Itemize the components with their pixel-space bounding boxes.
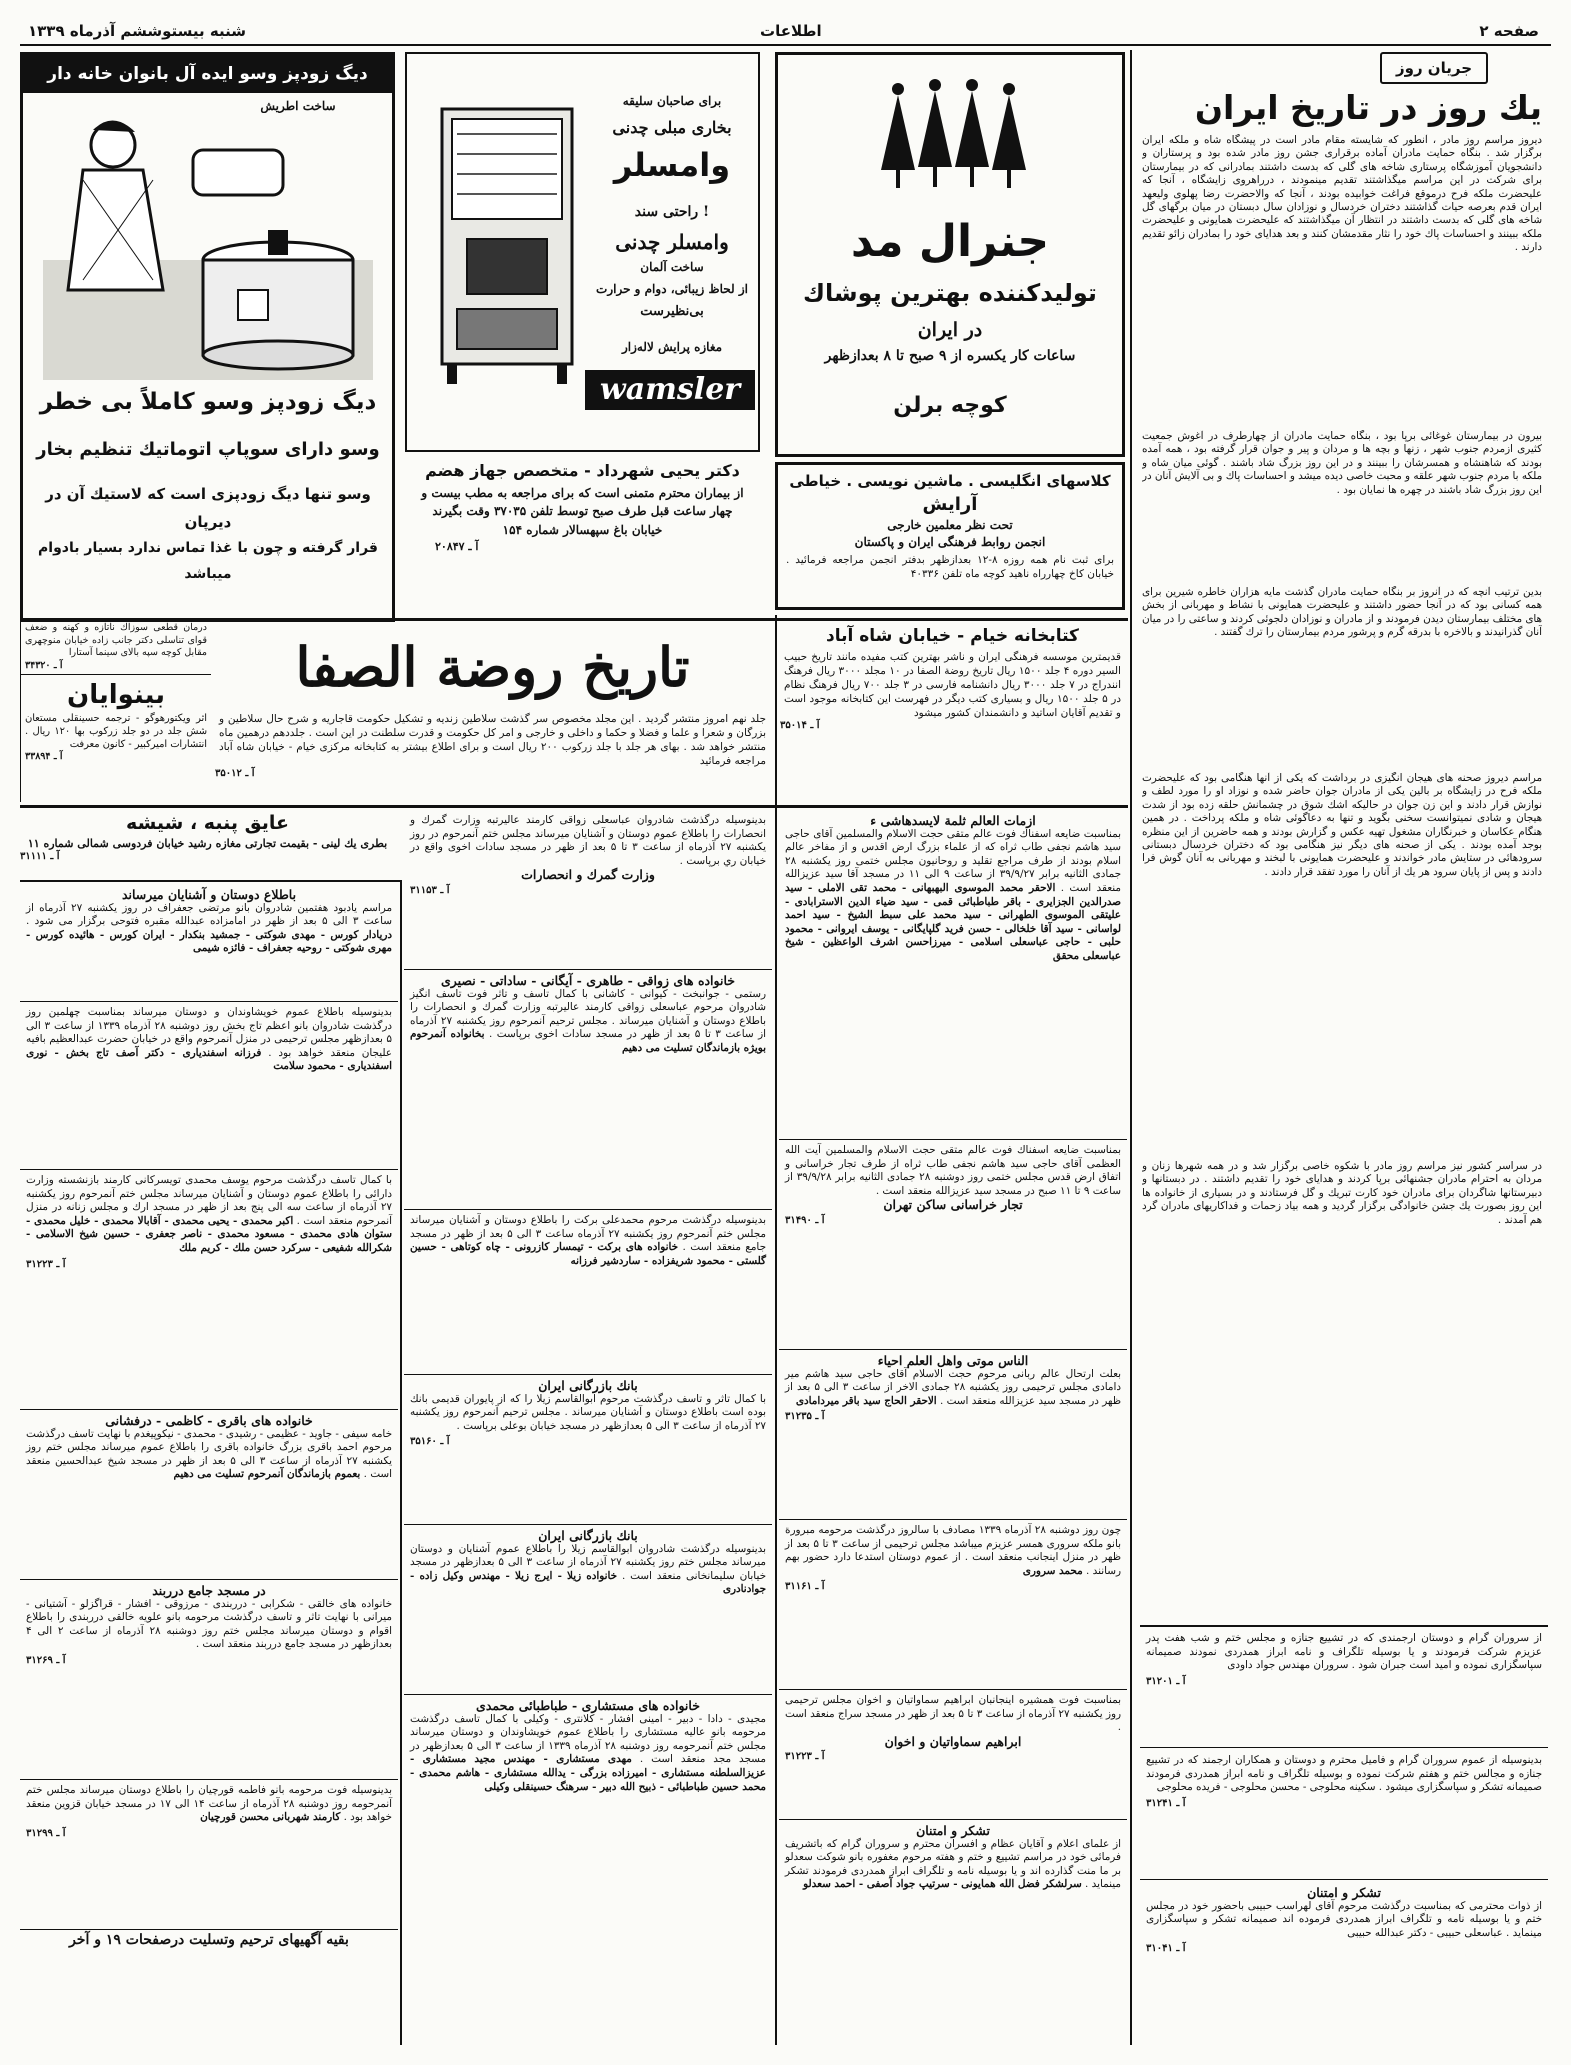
notice-names: خانواده هاى بركت - تيمسار كازرونى - چاه كوتاهى - حسين گلستى - محمود شريفزاده - ساردشير فرزانه	[410, 1241, 766, 1267]
notice-names: الاحقر محمد الموسوى البهبهانى - محمد تقى الاملى - سيد صدرالدين الجزايرى - باقر طباطبائى قمى - سيد ضياء الدين الاسترابادى - عليتقى الموسوى الطهرانى - سيد محمد على سبط الشيخ - سيد احمد لواسانى - سيد آقا خلخالى - حسن فريد گلپايگانى - يوسف ايروانى - محمود حلبى - حاجى عباسعلى اسلامى - ميرزاحسن اشرف الواعظين - شيخ عباسعلى محقق	[785, 881, 1121, 962]
notice-body: از سروران گرام و دوستان ارجمندى كه در تشييع جنازه و مجلس ختم و شب هفت پدر عزيزم شركت فرمودند و يا بوسيله تلگراف و نامه ابراز همدردى نمودند صميمانه سپاسگزارى نموده و اميد است جبران شود . سروران مهندس جواد داودى	[1146, 1632, 1542, 1672]
notice-names: سرلشكر فضل الله همايونى - سرتيپ جواد آصفى - احمد سعدلو	[803, 1878, 1082, 1891]
heater-stove-icon	[427, 99, 587, 399]
notice-body: بدينوسيله درگذشت شادروان ابوالقاسم زيلا را باطلاع عموم آشنايان و دوستان ميرساند مجلس ختم روز يكشنبه ۲۷ آذرماه از ساعت ۳ الى ۵ بعدازظهر در مسجد خيابان سليمانخانى منعقد است .	[410, 1542, 767, 1582]
notice-body: بدينوسيله درگذشت شادروان عباسعلى زواقى كارمند عاليرتبه وزارت گمرك و انحصارات را باطلاع عموم دوستان و آشنايان ميرساند مجلس ختم آنمرحوم در روز يكشنبه ۲۷ آذرماه از ساعت ۳ تا ۵ بعد از ظهر در مسجد سادات اخوى واقع در خيابان ري برپاست .	[410, 814, 767, 867]
notice-code: آ ـ ۳۱۴۹۰	[785, 1214, 825, 1226]
ad-line: در ايران	[917, 319, 983, 341]
notice-code: آ ـ ۳۱۲۴۱	[1146, 1797, 1186, 1809]
thanks-notice	[779, 1820, 1127, 2030]
notice-body: بدينوسيله فوت مرحومه بانو فاطمه قورچيان را باطلاع دوستان ميرساند مجلس ختم آنمرحومه روز دوشنبه ۲۸ آذرماه از ساعت ۱۴ الى ۱۷ در مسجد خيابان قزوين منعقد خواهد بود .	[26, 1784, 392, 1824]
ad-body: قديمترين موسسه فرهنگى ايران و ناشر بهترين كتب مفيده مانند تاريخ حبيب السير دوره ۴ جلد ۱۵۰۰ ريال تاريخ روضة الصفا در ۱۰ مجلد ۳۰۰۰ ريال فرهنگ انندراج در ۷ جلد ۳۰۰۰ ريال دانشنامه فارسى در ۳ جلد ۷۰۰ ريال فرهنگ نظام در ۵ جلد ۱۵۰۰ ريال و بسيارى كتب ديگر در فهرست اين كتابخانه موجود است و تقديم آقايان اساتيد و دانشمندان كشور ميشود	[784, 651, 1121, 719]
ad-body: بطرى يك لينى - بقيمت تجارتى مغازه رشيد خيابان فردوسى شمالى شماره ۱۱	[27, 837, 388, 850]
notice-body: بدينوسيله درگذشت مرحوم محمدعلى بركت را باطلاع دوستان و آشنايان ميرساند مجلس ختم آنمرحوم روز يكشنبه ۲۷ آذرماه ساعت ۳ الى ۵ بعد از ظهر در مسجد جامع منعقد است .	[410, 1214, 766, 1254]
notice-body: چون روز دوشنبه ۲۸ آذرماه ۱۳۳۹ مصادف با سالروز درگذشت مرحومه مبرورة بانو ملكه سرورى همسر عزيزم ميباشد مجلس ترحيمى از ساعت ۳ تا ۵ بعد از ظهر در منزل اينجانب منعقد است . از عموم دوستان استدعا دارد حضور بهم رسانند .	[785, 1524, 1122, 1577]
obituary-notice	[404, 1695, 772, 2035]
notice-code: آ ـ ۳۱۲۰۱	[1146, 1675, 1186, 1687]
ad-doctor	[405, 458, 760, 608]
ad-line: ساخت آلمان	[640, 260, 704, 274]
notice-names: كارمند شهربانى محسن قورچيان	[200, 1811, 341, 1824]
obituary-notice	[779, 1690, 1127, 1820]
notice-names: الاحقر الحاج سيد باقر ميردامادى	[795, 1394, 937, 1407]
ad-wamsler	[405, 52, 760, 452]
ad-line: تحت نظر معلمين خارجى	[887, 518, 1013, 532]
ad-code: آ ـ ۳۱۱۱۱	[20, 851, 60, 862]
ad-title: كتابخانه خيام - خيابان شاه آباد	[826, 626, 1079, 646]
obituary-notice	[20, 1580, 398, 1780]
ad-les-miserables	[20, 622, 211, 802]
notice-names: دريادار كورس - مهدى شوكتى - جمشيد بنكدار - ايران كورس - هائيده كورس - مهرى شوكتى - روحيه جعفراف - فائزه شيمى	[26, 928, 392, 955]
notice-code: آ ـ ۳۱۰۴۱	[1146, 1943, 1186, 1955]
notice-code: آ ـ ۳۱۲۹۹	[26, 1827, 66, 1839]
ad-line: بى‌نظيرست	[640, 304, 704, 319]
notice-title: خانواده هاى مستشارى - طباطبائى محمدى	[476, 1698, 700, 1713]
ad-line: ديگ زودپز وسو كاملاً بى خطر	[39, 389, 377, 415]
obituary-column-center	[779, 810, 1127, 2044]
notice-title: خانواده هاى زواقى - طاهرى - آيگانى - ساداتى - نصيرى	[440, 973, 736, 988]
notice-names: بخانواده آنمرحوم بويژه بازماندگان تسليت مى دهيم	[410, 1028, 766, 1054]
notice-code: آ ـ ۳۱۲۶۹	[26, 1654, 66, 1666]
article-paragraph: بيرون در بيمارستان غوغائى برپا بود ، بنگاه حمايت مادران از چهارطرف در آغوش جمعيت كثيرى ازمردم جنوب شهر ، زنها و بچه ها و مردان و پير و جوان قرار گرفته بود ، همه آمده بودند كه شاهنشاه و همسرشان را ببينند و در اين روز بزرگ شاد باشند . گوئى ميان شاه و ملكه با مردم جنوب شهر علقه و محبت خاصى ديده ميشد و احساسات پاك و بى آلايش آنان در اين روز بزرگ شاد باشند در چهره ها نمايان بود .	[1142, 430, 1542, 496]
ad-subtitle: توليدكننده بهترين پوشاك	[803, 279, 1097, 307]
ad-title: عايق پنبه ، شيشه	[126, 812, 289, 834]
ad-address: خيابان باغ سپهسالار شماره ۱۵۴	[502, 523, 663, 537]
masthead-newspaper-name: اطلاعات	[760, 22, 822, 40]
rubric-box	[1380, 52, 1488, 84]
wamsler-logo: wamsler	[585, 370, 755, 410]
ad-line: وامسلر چدنى	[615, 230, 729, 254]
ad-top-banner: ديگ زودپز وسو ايده آل بانوان خانه دار	[47, 64, 368, 84]
ad-side-text: درمان قطعى سوزاك ناتازه و كهنه و ضعف قواى تناسلى دكتر جانب زاده خيابان منوچهرى مقابل كوچه سپه بالاى سينما آستارا	[25, 622, 207, 658]
ad-body: براى ثبت نام همه روزه ۸-۱۲ بعدازظهر بدفتر انجمن مراجعه فرمائيد . خيابان كاخ چهارراه ناهيد كوچه ماه تلفن ۴۰۳۳۶	[786, 554, 1115, 580]
mannequins-icon	[873, 75, 1033, 195]
notice-body: با كمال تاثر و تاسف درگذشت مرحوم ابوالقاسم زيلا را كه از پايوران قديمى بانك بوده است باطلاع دوستان و آشنايان ميرساند . مجلس ترحيم آنمرحوم روز يكشنبه ۲۷ آذرماه از ساعت ۳ الى ۵ بعدازظهر در مسجد خيابان بوعلى برپاست .	[410, 1392, 766, 1432]
masthead	[20, 18, 1551, 46]
article-paragraph: بدين ترتيب آنچه كه در آنروز بر بنگاه حمايت مادران گذشت مايه هزاران خاطره شيرين براى همه كسانى بود كه در آنجا حضور داشتند و عليحضرت همايونى با نشاط و مهربانى از بخش هاى مختلف بيمارستان ديدن فرمودند و از مادران و نوزادان دلجوئى كردند و ساعتى را در ميان آنان گذرانيدند و بالاخره با بدرقه گرم و پرشور مردم بيمارستان را ترك گفتند .	[1142, 586, 1542, 639]
ad-body: اثر ويكتورهوگو - ترجمه حسينقلى مستعان شش جلد در دو جلد زركوب بها ۱۲۰ ريال . انتشارات اميركبير - كانون معرفت	[25, 713, 207, 750]
ad-general-mode	[775, 52, 1125, 457]
ad-khayyam-bookstore	[780, 622, 1125, 802]
ad-code: آ ـ ۳۵۰۱۴	[780, 720, 820, 731]
ad-brand: وامسلر	[613, 146, 731, 184]
thanks-notice	[1140, 1750, 1548, 1880]
notice-body: با كمال تاسف درگذشت مرحوم يوسف محمدى تويسركانى كارمند بازنشسته وزارت دارائى را باطلاع عموم دوستان و آشنايان ميرساند مجلس ختم آنمرحوم روز يكشنبه ۲۷ آذرماه از ساعت سه الى پنج بعد از ظهر در مسجد ارك و مجلس زنانه در منزل آنمرحوم منعقد است .	[26, 1174, 392, 1227]
ad-line: از لحاظ زيبائى، دوام و حرارت	[596, 282, 748, 296]
obituary-notice	[779, 1140, 1127, 1350]
ad-code: آ ـ ۲۰۸۴۷	[435, 540, 479, 553]
ad-address: كوچه برلن	[893, 393, 1007, 418]
column-divider	[1130, 50, 1132, 2045]
notice-body: مراسم يادبود هفتمين شادروان بانو مرتضى جعفراف در روز يكشنبه ۲۷ آذرماه از ساعت ۳ الى ۵ بعد از ظهر در امامزاده عبدالله مقبره فتوحى برگزار مى شود .	[26, 901, 393, 928]
notice-body: بمناسبت ضايعه اسفناك فوت عالم متقى حجت الاسلام والمسلمين آيت الله العظمى آقاى حاجى سيد هاشم نجفى طاب ثراه از طرف تجار خراسانى و اتفاق ارض قدس مجلس ختمى روز دوشنبه ۲۸ جمادى الثانيه برابر ۳۹/۹/۲۸ از ساعت ۹ تا ۱۱ صبح در مسجد سيد عزيزالله منعقد است .	[785, 1144, 1121, 1197]
obituary-notice	[20, 1170, 398, 1410]
notice-title: بانك بازرگانى ايران	[538, 1528, 638, 1543]
obituary-notice	[779, 810, 1127, 1140]
obituary-notice	[779, 1350, 1127, 1520]
ad-line: راحتى سند !	[634, 204, 710, 220]
obituary-notice	[404, 810, 772, 970]
notice-names: محمد سرورى	[1022, 1564, 1083, 1577]
notice-code: آ ـ ۳۱۲۲۳	[785, 1751, 825, 1763]
obituary-notice	[20, 1780, 398, 1930]
notice-title: ازمات العالم ثلمة لايسدهاشى ء	[870, 813, 1036, 828]
obituary-notice	[404, 1210, 772, 1375]
obituary-notice	[404, 1525, 772, 1695]
notice-names: بعموم بازماندگان آنمرحوم تسليت مى دهيم	[173, 1468, 361, 1481]
notice-names: ابراهيم سماواتيان و اخوان	[884, 1733, 1022, 1749]
obituary-notice	[20, 1002, 398, 1170]
ad-code: آ ـ ۳۴۳۲۰	[25, 659, 63, 671]
notice-body: از ذوات محترمى كه بمناسبت درگذشت مرحوم آقاى لهراسب حبيبى باحضور خود در مجلس ختم و يا بوسيله نامه و تلگراف ابراز همدردى فرموده اند صميمانه تشكر و سپاسگزارى مينمايد . عباسعلى حبيبى - دكتر عبدالله حبيبى	[1146, 1899, 1542, 1939]
notice-body: خانواده هاى خالقى - شكرابى - درربندى - مرزوقى - افشار - قراگزلو - آشتيانى - ميرانى با نهايت تاثر و تاسف درگذشت مرحومه بانو علويه خالقى درربندى را باطلاع اقوام و دوستان ميرساند مجلس ختم روز دوشنبه ۲۸ آذرماه از ساعت ۲ الى ۴ بعدازظهر در مسجد جامع درربند منعقد است .	[26, 1597, 392, 1651]
notice-title: خانواده هاى باقرى - كاظمى - درفشانى	[105, 1413, 313, 1428]
ad-line: انجمن روابط فرهنگى ايران و پاكستان	[854, 535, 1046, 549]
ad-title: بينوايان	[67, 680, 165, 710]
obituary-notice	[20, 1410, 398, 1580]
notice-names: خانواده زيلا - ايرج زيلا - مهندس وكيل زاده - جوادنادرى	[410, 1569, 766, 1596]
ad-title: كلاسهاى انگليسى . ماشين نويسى . خياطى	[789, 472, 1111, 490]
notice-names: وزارت گمرك و انحصارات	[521, 867, 655, 883]
ad-pressure-cooker	[20, 52, 395, 622]
notice-body: مجيدى - دادا - دبير - امينى افشار - كلانترى - وكيلى با كمال تاسف درگذشت مرحومه بانو عاليه مستشارى را باطلاع عموم خويشاوندان و دوستان ميرساند مجلس ختم آنمرحومه روز دوشنبه ۲۸ آذرماه ۱۳۳۹ از ساعت ۳ الى ۵ بعدازظهر در مسجد مجد منعقد است .	[410, 1712, 767, 1766]
masthead-date: شنبه بیستوششم آذرماه ۱۳۳۹	[28, 22, 246, 40]
obituary-notice	[404, 1375, 772, 1525]
column-headline: يك روز در تاريخ ايران	[1194, 88, 1542, 127]
continued-notice	[20, 1930, 398, 1970]
notice-title: بقيه آگهيهاى ترحيم وتسليت درصفحات ۱۹ و آخر	[69, 1932, 349, 1948]
notice-names: فرزانه اسفنديارى - دكتر آصف تاج بخش - نورى اسفنديارى - محمود سلامت	[26, 1046, 392, 1073]
obituary-notice	[779, 1520, 1127, 1690]
obituary-notice	[404, 970, 772, 1210]
notice-body: بمناسبت ضايعه اسفناك فوت عالم متقى حجت الاسلام والمسلمين آقاى حاجى سيد هاشم نجفى طاب ثراه كه از علماء بزرگ ارض اقدس و از مفاخر عالم اسلام بودند از طرف مراجع تقليد و روحانيون مجلس ختمى روز يكشنبه ۲۸ جمادى الثانيه برابر ۳۹/۹/۲۷ از ساعت ۹ الى ۱۱ در مسجد آقا سيد عزيزالله منعقد است .	[785, 827, 1122, 894]
notice-title: تشكر و امتنان	[1307, 1885, 1381, 1900]
notice-code: آ ـ ۳۱۱۵۳	[410, 884, 450, 896]
ad-line: وسو داراى سوپاپ اتوماتيك تنظيم بخار	[36, 439, 380, 460]
notice-code: آ ـ ۳۱۱۶۱	[785, 1581, 825, 1593]
notice-code: آ ـ ۳۱۲۳۵	[785, 1411, 825, 1423]
obituary-notice	[20, 884, 398, 1002]
notice-names: تجار خراسانى ساكن تهران	[883, 1197, 1023, 1213]
ad-line: وسو تنها ديگ زودپزى است كه لاستيك آن در ديرپان	[45, 485, 371, 531]
article-paragraph: در سراسر كشور نيز مراسم روز مادر با شكوه خاصى برگزار شد و در همه شهرها زنان و مردان به احترام مادران جشنهائى برپا كردند و هداياى خود را تقديم داشتند . در دبستانها و دبيرستانها شاگردان براى مادران خود كارت تبريك و گل فرستادند و در بسيارى از خانواده ها اين روز بصورت يك جشن خانوادگى برگزار گرديد و همه بياد زحمات و فداكاريهاى مادران گرد هم آمدند .	[1142, 1160, 1542, 1226]
thanks-notice	[1140, 1628, 1548, 1748]
obituary-column-middle	[404, 810, 772, 2044]
notice-names: مهدى مستشارى - مهندس مجيد مستشارى - عزيزالسلطنه مستشارى - اميرزاده بزرگى - يدالله مستشارى - هاشم محمدى - محمد حسين طباطبائى - ذبيح الله دبير - سرهنگ حسينقلى وكيلى	[410, 1753, 766, 1793]
ad-line: بخارى مبلى چدنى	[612, 118, 732, 137]
ad-body: جلد نهم امروز منتشر گرديد . اين مجلد مخصوص سر گذشت سلاطين زنديه و تشكيل حكومت قاجاريه و شرح حال سلاطين و بزرگان و شعرا و علما و فضلا و حكما و داخلى و خارجى و امر كل حكومت و قدرت سلطنت در اين است . جلددهم درهمين ماه منتشر خواهد شد . بهاى هر جلد با جلد زركوب ۲۰۰ ريال است و براى اطلاع بيشتر به كتابخانه مركزى خيام - خيابان شاه آباد مراجعه فرمائيد	[219, 713, 766, 767]
ad-line: مغازه پرايش لاله‌زار	[621, 340, 723, 354]
notice-title: در مسجد جامع درربند	[152, 1583, 266, 1598]
ad-title: دكتر يحيى شهرداد - متخصص جهاز هضم	[425, 461, 740, 480]
article-paragraph: مراسم ديروز صحنه هاى هيجان انگيزى در برداشت كه يكى از آنها هنگامى بود كه عليحضرت ملكه فرح در زايشگاه بر بالين يكى از مادران جوان حاضر شده و نوزاد او را مورد لطف و نوازش قرار دادند و اين زن جوان در حاليكه اشك شوق در چشمانش حلقه زده بود از شدت هيجان و شادى نميتوانست سخنى بگويد و تنها به دعاگوئى شاه و ملكه پرداخت . در همين هنگام عكاسان و خبرنگاران مشغول تهيه عكس و گزارش بودند و همه حاضرين از اين منظره بوجد آمده بودند . يكى از صحنه هاى ديگر نيز هنگامى بود كه دختران خردسال دبستانى سرودهائى در ستايش مادر خواندند و عليحضرت همايونى با لبخند و مهربانى به آنان گوش فرا دادند و پس از پايان سرود هر يك از آنان را مورد تفقد قرار دادند .	[1142, 772, 1542, 878]
notice-title: تشكر و امتنان	[916, 1823, 990, 1838]
notice-body: بعلت ارتحال عالم ربانى مرحوم حجت الاسلام آقاى حاجى سيد هاشم مير دامادى مجلس ترحيمى روز يكشنبه ۲۸ جمادى الاخر از ساعت ۳ الى ۵ بعد از ظهر در مسجد سيد عزيزالله منعقد است .	[785, 1367, 1121, 1407]
notice-body: خامه سيفى - جاويد - عظيمى - رشيدى - محمدى - نيكوپيغدم با نهايت تاسف درگذشت مرحوم احمد باقرى بزرگ خانواده باقرى را باطلاع عموم ميرساند مجلس ختم روز يكشنبه ۲۷ آذرماه از ساعت ۳ الى ۵ بعد از ظهر در مسجد شيخ عبدالحسين منعقد است .	[26, 1427, 392, 1481]
ad-code: آ ـ ۳۵۰۱۲	[215, 768, 255, 779]
notice-body: بمناسبت فوت همشيره اينجانبان ابراهيم سماواتيان و اخوان مجلس ترحيمى روز يكشنبه ۲۷ آذرماه از ساعت ۳ تا ۵ بعد از ظهر در مسجد سراج منعقد است .	[785, 1694, 1122, 1734]
ad-code: آ ـ ۳۳۸۹۴	[25, 751, 63, 762]
notice-body: بدينوسيله باطلاع عموم خويشاوندان و دوستان ميرساند بمناسبت چهلمين روز درگذشت شادروان بانو اعظم تاج بخش روز دوشنبه ۲۸ آذرماه ۱۳۳۹ از ساعت ۳ الى ۵ بعدازظهر مجلس ترحيمى در منزل آنمرحوم واقع در خيابان حضرت عبدالعظيم بافيه عليجان منعقد خواهد بود .	[26, 1006, 392, 1059]
ad-title: تاريخ روضة الصفا	[295, 635, 690, 699]
notice-body: از علماى اعلام و آقايان عظام و افسران محترم و سروران گرام كه باتشريف فرمائى خود در مراسم تشييع و ختم و هفته مرحوم مغفوره بانو شوكت سعدلو بر ما منت گذارده اند و يا بوسيله نامه و تلگراف ابراز همدردى فرمودند تشكر مينمايد .	[785, 1837, 1121, 1891]
ad-title: جنرال مد	[850, 216, 1050, 267]
article-paragraph: دیروز مراسم روز مادر ، آنطور كه شايسته مقام مادر است در پيشگاه شاه و ملكه ايران برگزار شد . بنگاه حمايت مادران آماده برقرارى جشن روز مادر شده بود و پرستاران و دانشجويان آموزشگاه پرستارى شاخه هاى گلى كه بدست داشتند بمادرانى كه در بيمارستان براى شركت در اين مراسم ميگذاشتند تقديم مينمودند ، درراهروى زايشگاه ، آنجا كه عليحضرت ملكه فرح درموقع فراغت خوابيده بودند ، آنجا كه والاحضرت رضا پهلوى وليعهد ايران قدم بعرصه حيات گذاشتند دختران خردسال و نوزادان سال دبستان در ميان برگهاى گل شاخه هاى گلى كه بدست داشتند در انتظار آن ميگذاشتند كه عليحضرت همايونى و عليحضرت ملكه ببينند و احساسات پاك خود را نثار مقدمشان كنند و بعد هداياى خود را بمادران زائو تقديم دارند .	[1142, 134, 1542, 254]
column-divider	[775, 615, 777, 2045]
ad-line: براى صاحبان سليقه	[622, 94, 722, 108]
ad-insulation	[20, 810, 395, 880]
notice-title: باطلاع دوستان و آشنايان ميرساند	[121, 887, 297, 902]
column-divider	[400, 880, 402, 2045]
ad-line: ساعات كار يكسره از ۹ صبح تا ۸ بعدازظهر	[824, 348, 1076, 364]
masthead-page-label: صفحه ۲	[1479, 22, 1539, 40]
ad-line: قرار گرفته و چون با غذا تماس ندارد بسيار بادوام ميباشد	[38, 540, 378, 582]
notice-names: اكبر محمدى - يحيى محمدى - آقابالا محمدى - خليل محمدى - ستوان هادى محمدى - مسعود محمدى - ناصر جعفرى - حسين شيخ الاسلامى - شكرالله شفيعى - سركرد حسن ملك - كريم ملك	[26, 1214, 392, 1254]
thanks-notice	[1140, 1882, 1548, 2042]
notice-title: الناس موتى واهل العلم احياء	[877, 1353, 1029, 1368]
ad-classes	[775, 462, 1125, 610]
ad-subtitle: آرايش	[922, 494, 978, 515]
obituary-column-left	[20, 884, 398, 2044]
notice-body: رستمى - جوانبخت - كيوانى - كاشانى با كمال تاسف و تاثر فوت تاسف انگيز شادروان مرحوم عباسعلى زواقى كارمند عاليرتبه وزارت گمرك و انحصارات را باطلاع دوستان و آشنايان ميرساند . مجلس ترحيم آنمرحوم روز يكشنبه ۲۷ آذرماه از ساعت ۳ تا ۵ بعد از ظهر در مسجد سادات اخوى برپاست .	[410, 987, 766, 1041]
woman-cooking-illustration	[43, 110, 373, 380]
ad-made-in: ساخت اطريش	[260, 99, 336, 113]
notice-title: بانك بازرگانى ايران	[538, 1378, 638, 1393]
notice-code: آ ـ ۳۱۲۲۳	[26, 1258, 66, 1270]
notice-body: بدينوسيله از عموم سروران گرام و فاميل محترم و دوستان و همكاران ارجمند كه در تشييع جنازه و مجالس ختم و هفتم شركت نموده و بوسيله تلگراف و نامه ابراز همدردى فرمودند صميمانه تشكر و سپاسگزارى ميشود . سكينه محلوجى - محسن محلوجى - فريده محلوجى	[1146, 1754, 1542, 1794]
notice-code: آ ـ ۳۵۱۶۰	[410, 1436, 450, 1448]
rubric-label: جریان روز	[1395, 59, 1473, 77]
ad-body: از بيماران محترم متمنى است كه براى مراجعه به مطب بيست و چهار ساعت قبل طرف صبح توسط تلفن ۳۷۰۳۵ وقت بگيرند	[421, 486, 744, 518]
ad-rozat-al-safa	[215, 622, 770, 802]
